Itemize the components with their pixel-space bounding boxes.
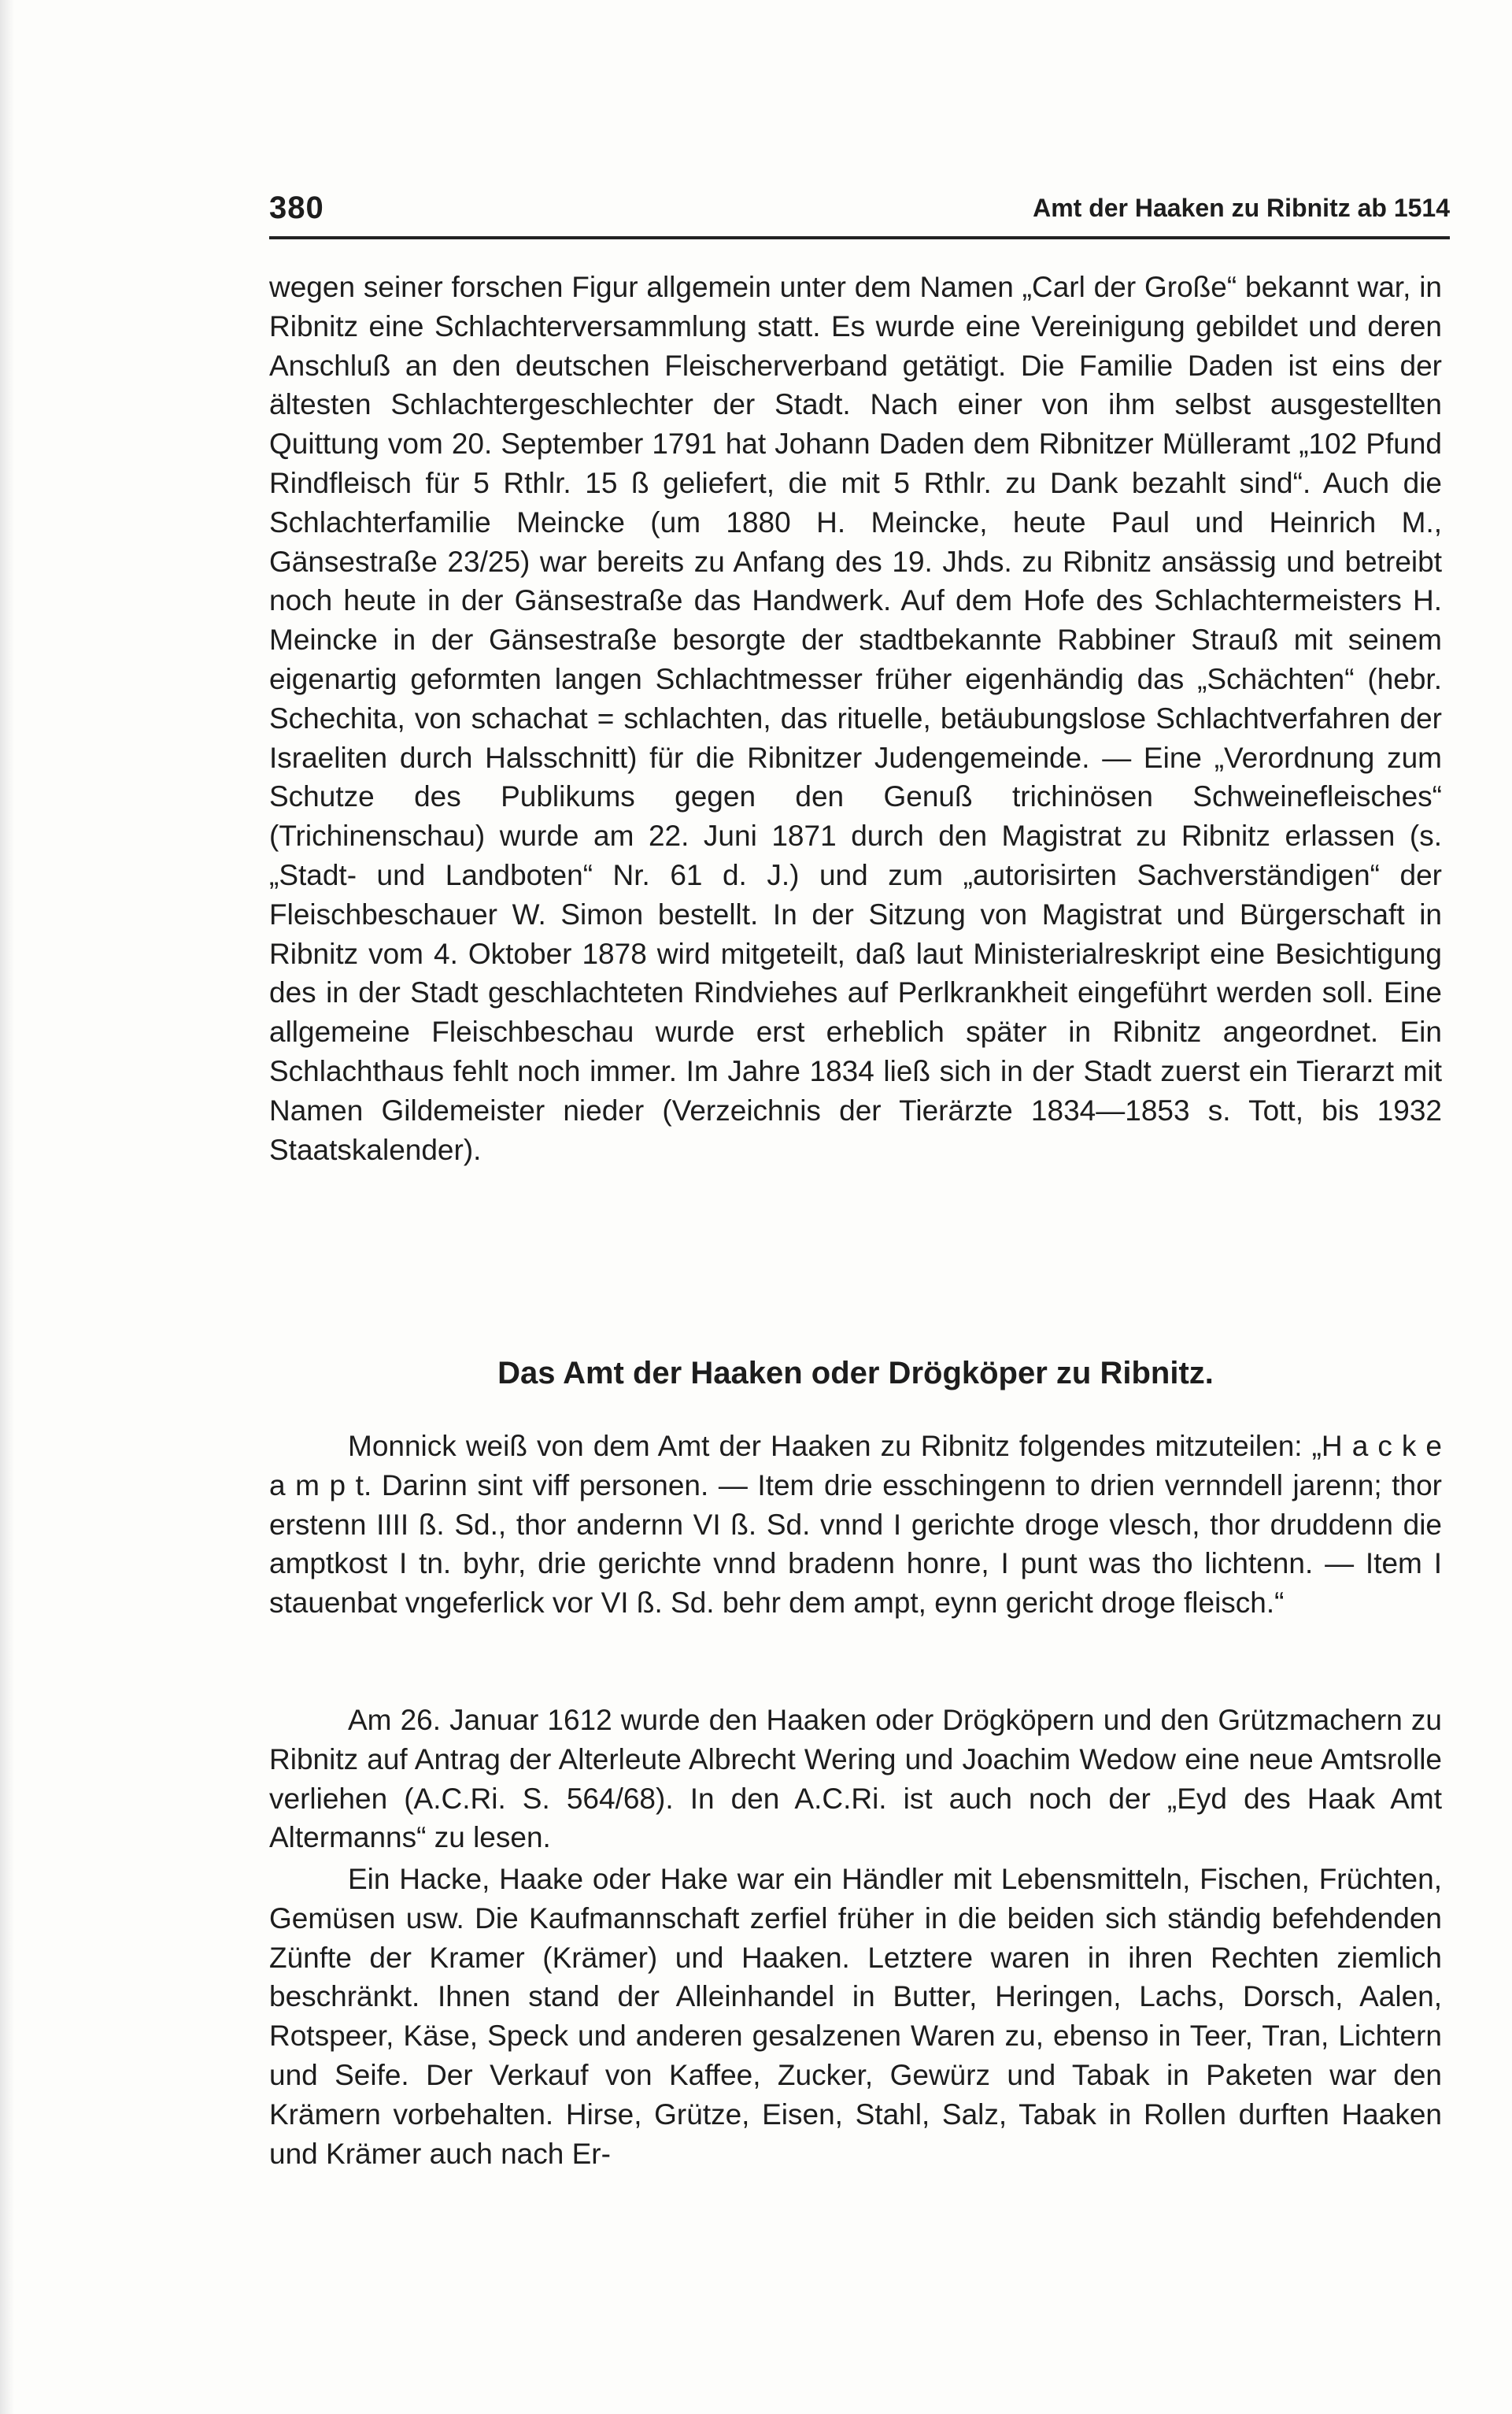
paragraph-3: Am 26. Januar 1612 wurde den Haaken oder Drögköpern und den Grützmachern zu Ribnitz auf Antrag der Alterleute Albrecht Wering und Joachim Wedow eine neue Amtsrolle verliehen (A.C.Ri. S. 564/68). In den A.C.Ri. ist auch noch der „Eyd des Haak Amt Altermanns“ zu lesen. — [269, 1704, 1442, 1854]
page-edge-shadow — [0, 0, 14, 2414]
running-title: Amt der Haaken zu Ribnitz ab 1514 — [1033, 194, 1450, 222]
header-rule — [269, 236, 1450, 239]
paragraph-2: Monnick weiß von dem Amt der Haaken zu Ribnitz folgendes mitzuteilen: „H a c k e a m p t. Darinn sint viff personen. — Item drie esschingenn to drien vernndell jarenn; thor erstenn IIII ß. Sd., thor andernn VI ß. Sd. vnnd I gerichte droge vlesch, thor druddenn die amptkost I tn. byhr, drie gerichte vnnd bradenn honre, I punt was tho lichtenn. — Item I stauenbat vngeferlick vor VI ß. Sd. behr dem ampt, eynn gericht droge fleisch.“ — [269, 1430, 1442, 1620]
paragraph-1: wegen seiner forschen Figur allgemein unter dem Namen „Carl der Große“ bekannt war, in Ribnitz eine Schlachterversammlung statt. Es wurde eine Vereinigung gebildet und deren Anschluß an den deutschen Fleischerverband getätigt. Die Familie Daden ist eins der ältesten Schlachtergeschlechter der Stadt. Nach einer von ihm selbst ausgestellten Quittung vom 20. September 1791 hat Johann Daden dem Ribnitzer Mülleramt „102 Pfund Rindfleisch für 5 Rthlr. 15 ß geliefert, die mit 5 Rthlr. zu Dank bezahlt sind“. Auch die Schlachterfamilie Meincke (um 1880 H. Meincke, heute Paul und Heinrich M., Gänsestraße 23/25) war bereits zu Anfang des 19. Jhds. zu Ribnitz ansässig und betreibt noch heute in der Gänsestraße das Handwerk. Auf dem Hofe des Schlachtermeisters H. Meincke in der Gänsestraße besorgte der stadtbekannte Rabbiner Strauß mit seinem eigenartig geformten langen Schlachtmesser früher eigenhändig das „Schächten“ (hebr. Schechita, von schachat = schlachten, das rituelle, betäubungslose Schlachtverfahren der Israeliten durch Halsschnitt) für die Ribnitzer Judengemeinde. — Eine „Verordnung zum Schutze des Publikums gegen den Genuß trichinösen Schweinefleisches“ (Trichinenschau) wurde am 22. Juni 1871 durch den Magistrat zu Ribnitz erlassen (s. „Stadt- und Landboten“ Nr. 61 d. J.) und zum „autorisirten Sachverständigen“ der Fleischbeschauer W. Simon bestellt. In der Sitzung von Magistrat und Bürgerschaft in Ribnitz vom 4. Oktober 1878 wird mitgeteilt, daß laut Ministerialreskript eine Besichtigung des in der Stadt geschlachteten Rindviehes auf Perlkrankheit eingeführt werden soll. Eine allgemeine Fleischbeschau wurde erst erheblich später in Ribnitz angeordnet. Ein Schlachthaus fehlt noch immer. Im Jahre 1834 ließ sich in der Stadt zuerst ein Tierarzt mit Namen Gildemeister nieder (Verzeichnis der Tierärzte 1834—1853 s. Tott, bis 1932 Staatskalender). — [269, 271, 1442, 1166]
page-number: 380 — [269, 191, 324, 225]
paragraph-4: Ein Hacke, Haake oder Hake war ein Händler mit Lebensmitteln, Fischen, Früchten, Gemüsen usw. Die Kaufmannschaft zerfiel früher in die beiden sich ständig befehdenden Zünfte der Kramer (Krämer) und Haaken. Letztere waren in ihren Rechten ziemlich beschränkt. Ihnen stand der Alleinhandel in Butter, Heringen, Lachs, Dorsch, Aalen, Rotspeer, Käse, Speck und anderen gesalzenen Waren zu, ebenso in Teer, Tran, Lichtern und Seife. Der Verkauf von Kaffee, Zucker, Gewürz und Tabak in Paketen war den Krämern vorbehalten. Hirse, Grütze, Eisen, Stahl, Salz, Tabak in Rollen durften Haaken und Krämer auch nach Er- — [269, 1863, 1442, 2170]
page-header — [269, 186, 1450, 230]
section-heading: Das Amt der Haaken oder Drögköper zu Ribnitz. — [497, 1356, 1214, 1390]
